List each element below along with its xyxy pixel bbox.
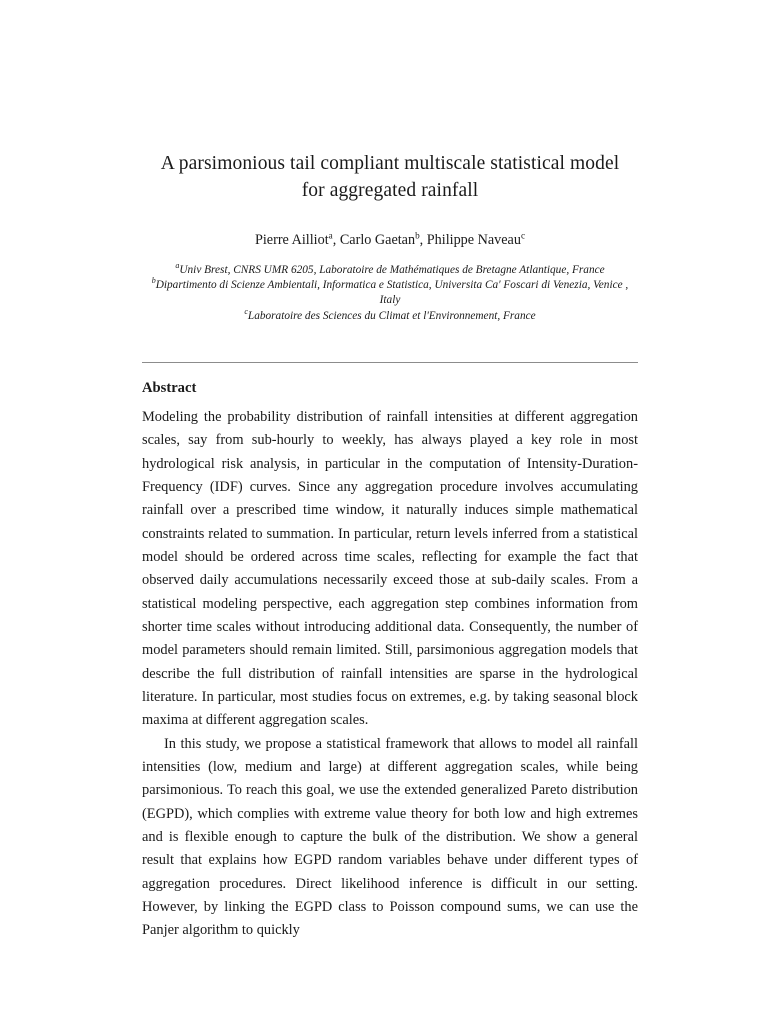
affiliation-item: [142, 263, 638, 278]
affiliation-mark: b: [151, 276, 156, 286]
affiliation-text: Laboratoire des Sciences du Climat et l'Environnement, France: [247, 309, 536, 322]
author-separator-1: ,: [332, 232, 340, 248]
author-affil-mark-2: b: [415, 230, 420, 241]
affiliation-text: Univ Brest, CNRS UMR 6205, Laboratoire de Mathématiques de Bretagne Atlantique, France: [179, 264, 605, 276]
affiliation-item: [142, 306, 638, 324]
author-affil-mark-3: c: [520, 230, 526, 241]
affiliation-text: Dipartimento di Scienze Ambientali, Informatica e Statistica, Universita Ca' Foscari di Venezia, Venice , Italy: [155, 279, 629, 307]
page-title: A parsimonious tail compliant multiscale statistical model for aggregated rainfall: [160, 153, 620, 201]
affiliation-item: [142, 278, 638, 308]
title-block: [142, 150, 638, 204]
author-separator-2: ,: [419, 232, 427, 248]
affiliation-list: [142, 263, 638, 324]
abstract-heading: Abstract: [142, 379, 197, 396]
author-name-1: Pierre Ailliot: [254, 232, 329, 248]
abstract-paragraph: Modeling the probability distribution of rainfall intensities at different aggregation scales, say from sub-hourly to weekly, has always played a key role in most hydrological risk analysis, in particular in the computation of Intensity-Duration-Frequency (IDF) curves. Since any aggregation procedure involves accumulating rainfall over a prescribed time window, it naturally induces simple mathematical constraints related to summation. In particular, return levels inferred from a statistical model should be ordered across time scales, reflecting for example the fact that observed daily accumulations necessarily exceed those at sub-daily scales. From a statistical modeling perspective, each aggregation step combines information from shorter time scales without introducing additional data. Consequently, the number of model parameters should remain limited. Still, parsimonious aggregation models that describe the full distribution of rainfall intensities are sparse in the hydrological literature. In particular, most studies focus on extremes, e.g. by taking seasonal block maxima at different aggregation scales.: [142, 408, 638, 729]
author-name-2: Carlo Gaetan: [339, 232, 416, 248]
affiliation-mark: c: [244, 306, 248, 316]
abstract-body: [142, 406, 638, 943]
abstract-divider: [142, 362, 638, 363]
affiliation-mark: a: [175, 261, 180, 271]
abstract-paragraph: In this study, we propose a statistical framework that allows to model all rainfall intensities (low, medium and large) at different aggregation scales, while being parsimonious. To reach this goal, we use the extended generalized Pareto distribution (EGPD), which complies with extreme value theory for both low and high extremes and is flexible enough to capture the bulk of the distribution. We show a general result that explains how EGPD random variables behave under different types of aggregation procedures. Direct likelihood inference is difficult in our setting. However, by linking the EGPD class to Poisson compound sums, we can use the Panjer algorithm to quickly: [142, 735, 638, 939]
author-list: [142, 230, 638, 250]
page-content: [142, 0, 638, 943]
author-affil-mark-1: a: [328, 230, 333, 241]
author-name-3: Philippe Naveau: [426, 232, 521, 248]
